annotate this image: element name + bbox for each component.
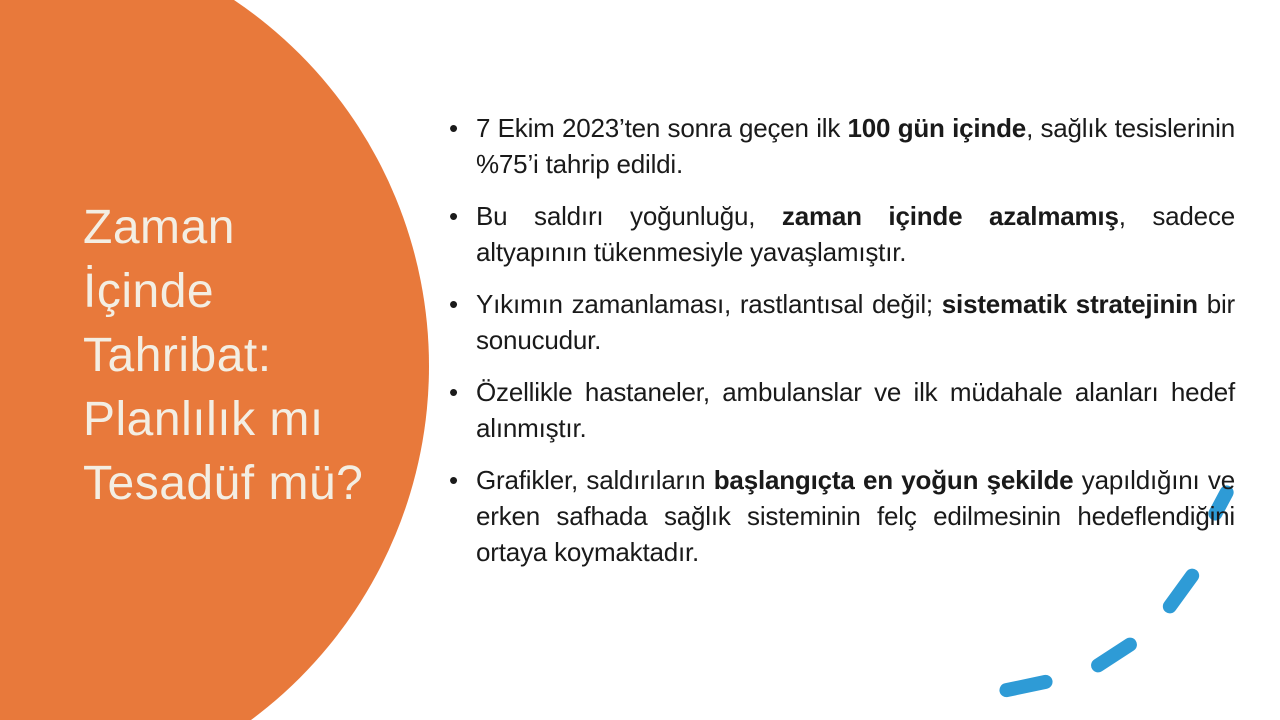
- bullet-text: , sağlık tesislerinin %75’i tahrip edildi.: [476, 113, 1235, 179]
- bullet-marker: •: [449, 201, 458, 231]
- slide-title-line: Tahribat:: [83, 329, 272, 382]
- bullet-text: , sadece altyapının tükenmesiyle yavaşlamıştır.: [476, 201, 1236, 267]
- slide-title-line: Zaman: [83, 201, 235, 254]
- slide-title-line: İçinde: [83, 265, 215, 318]
- slide-title-line: Tesadüf mü?: [83, 457, 364, 510]
- dashed-arc-segment-4: [998, 674, 1054, 699]
- bullet-text-bold: zaman içinde azalmamış: [781, 201, 1119, 231]
- bullet-text: Grafikler, saldırıların: [476, 465, 714, 495]
- bullet-text: 7 Ekim 2023’ten sonra geçen ilk: [476, 113, 848, 143]
- bullet-text: Bu saldırı yoğunluğu,: [476, 201, 782, 231]
- bullet-marker: •: [449, 465, 458, 495]
- slide-title: [83, 196, 363, 516]
- bullet-item: [447, 198, 1235, 270]
- bullet-text: bir sonucudur.: [476, 289, 1236, 355]
- bullet-marker: •: [449, 289, 458, 319]
- dashed-arc-segment-3: [1088, 635, 1139, 675]
- bullet-text-bold: başlangıçta en yoğun şekilde: [713, 465, 1074, 495]
- bullet-marker: •: [449, 113, 458, 143]
- bullet-text-bold: 100 gün içinde: [847, 113, 1027, 143]
- bullet-marker: •: [449, 377, 458, 407]
- bullet-text: yapıldığını ve erken safhada sağlık sisteminin felç edilmesinin hedeflendiğini ortaya koymaktadır.: [476, 465, 1235, 567]
- bullet-text: Özellikle hastaneler, ambulanslar ve ilk müdahale alanları hedef alınmıştır.: [476, 377, 1235, 443]
- bullet-item: [447, 462, 1235, 570]
- bullet-item: [447, 374, 1235, 446]
- bullet-list: [447, 110, 1235, 586]
- bullet-item: [447, 110, 1235, 182]
- bullet-item: [447, 286, 1235, 358]
- slide-title-line: Planlılık mı: [83, 393, 324, 446]
- bullet-text-bold: sistematik stratejinin: [941, 289, 1198, 319]
- bullet-text: Yıkımın zamanlaması, rastlantısal değil;: [476, 289, 942, 319]
